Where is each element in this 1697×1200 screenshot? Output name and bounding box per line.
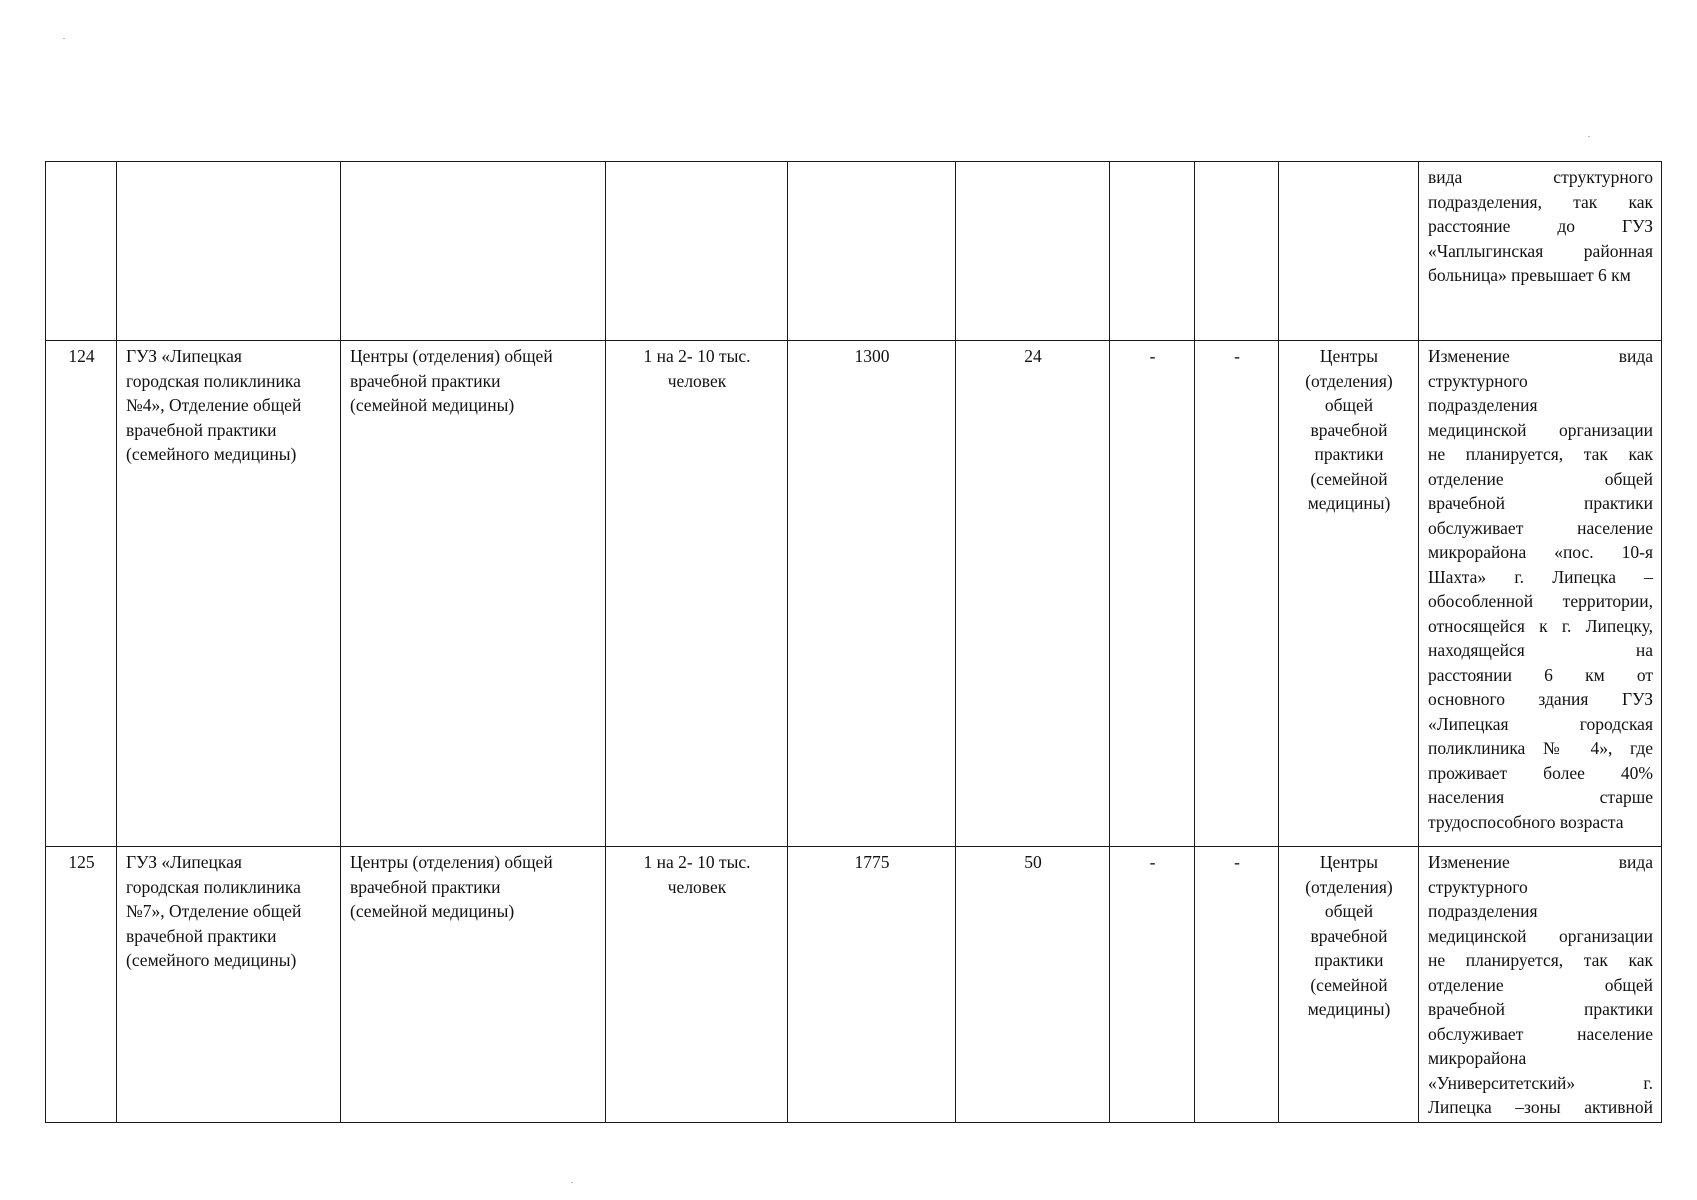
cell-col7: - — [1110, 847, 1195, 1123]
cell-organization — [117, 162, 341, 341]
note-line: не планируется, так как — [1428, 950, 1653, 970]
planned-type-line: медицины) — [1307, 999, 1391, 1019]
note-line: вида структурного — [1428, 167, 1653, 187]
note-line: трудоспособного возраста — [1428, 811, 1624, 832]
note-line: структурного — [1428, 370, 1528, 391]
table-row-125 — [46, 847, 1662, 1123]
organization-line: №4», Отделение общей — [126, 395, 302, 415]
organization-line: (семейного медицины) — [126, 444, 297, 464]
note-line: больница» превышает 6 км — [1428, 265, 1631, 285]
note-line: подразделения — [1428, 901, 1538, 921]
note-line: Липецка –зоны активной — [1428, 1097, 1653, 1117]
note-line: структурного — [1428, 876, 1528, 897]
cell-distance: 24 — [956, 341, 1110, 847]
cell-planned-type — [1279, 341, 1419, 847]
organization-line: городская поликлиника — [126, 370, 301, 391]
note-line: находящейся на — [1428, 640, 1653, 660]
cell-distance: 50 — [956, 847, 1110, 1123]
note-line: относящейся к г. Липецку, — [1428, 615, 1653, 636]
cell-number: 124 — [46, 341, 117, 847]
unit-type-line: врачебной практики — [350, 370, 501, 391]
cell-population: 1300 — [788, 341, 956, 847]
organization-line: ГУЗ «Липецкая — [126, 346, 242, 366]
cell-planned-type — [1279, 162, 1419, 341]
cell-col8: - — [1195, 847, 1279, 1123]
unit-type-line: Центры (отделения) общей — [350, 852, 553, 872]
note-line: микрорайона «пос. 10-я — [1428, 542, 1653, 562]
cell-norm — [606, 847, 788, 1123]
organization-line: городская поликлиника — [126, 876, 301, 897]
planned-type-line: общей — [1324, 901, 1374, 921]
planned-type-line: практики — [1314, 950, 1384, 970]
organization-line: ГУЗ «Липецкая — [126, 852, 242, 872]
organization-line: (семейного медицины) — [126, 950, 297, 970]
note-line: врачебной практики — [1428, 999, 1653, 1019]
cell-number: 125 — [46, 847, 117, 1123]
note-line: «Чаплыгинская районная — [1428, 240, 1653, 261]
planned-type-line: врачебной — [1310, 925, 1388, 946]
note-line: основного здания ГУЗ — [1428, 689, 1653, 709]
cell-col7: - — [1110, 341, 1195, 847]
note-line: подразделения, так как — [1428, 191, 1653, 212]
note-line: медицинской организации — [1428, 925, 1653, 946]
cell-population — [788, 162, 956, 341]
note-line: поликлиника № 4», где — [1428, 738, 1653, 758]
cell-organization — [117, 847, 341, 1123]
note-line: медицинской организации — [1428, 419, 1653, 440]
scan-speck — [571, 1182, 573, 1183]
scan-speck — [63, 38, 65, 39]
planned-type-line: врачебной — [1310, 419, 1388, 440]
note-line: обслуживает население — [1428, 1023, 1653, 1044]
norm-line: человек — [667, 370, 727, 391]
note-line: «Липецкая городская — [1428, 713, 1653, 734]
planned-type-line: (семейной — [1310, 974, 1388, 995]
cell-col7 — [1110, 162, 1195, 341]
note-line: «Университетский» г. — [1428, 1072, 1653, 1093]
note-line: населения старше — [1428, 787, 1653, 807]
scan-speck — [1588, 136, 1590, 137]
unit-type-line: (семейной медицины) — [350, 901, 515, 921]
note-line: микрорайона — [1428, 1048, 1527, 1068]
cell-unit-type — [341, 847, 606, 1123]
cell-organization — [117, 341, 341, 847]
cell-note — [1419, 162, 1662, 341]
planned-type-line: медицины) — [1307, 493, 1391, 513]
note-line: врачебной практики — [1428, 493, 1653, 513]
organization-line: врачебной практики — [126, 419, 277, 440]
cell-unit-type — [341, 162, 606, 341]
note-line: Изменение вида — [1428, 346, 1653, 366]
note-line: отделение общей — [1428, 974, 1653, 995]
note-line: Изменение вида — [1428, 852, 1653, 872]
planned-type-line: Центры — [1319, 346, 1379, 366]
planned-type-line: общей — [1324, 395, 1374, 415]
cell-note — [1419, 847, 1662, 1123]
note-line: проживает более 40% — [1428, 762, 1653, 783]
note-line: обособленной территории, — [1428, 591, 1653, 611]
cell-distance — [956, 162, 1110, 341]
unit-type-line: (семейной медицины) — [350, 395, 515, 415]
planned-type-line: (отделения) — [1305, 876, 1393, 897]
norm-line: 1 на 2- 10 тыс. — [643, 852, 751, 872]
table-row-124 — [46, 341, 1662, 847]
cell-norm — [606, 341, 788, 847]
cell-unit-type — [341, 341, 606, 847]
note-line: отделение общей — [1428, 468, 1653, 489]
table-row-continuation — [46, 162, 1662, 341]
cell-population: 1775 — [788, 847, 956, 1123]
cell-col8: - — [1195, 341, 1279, 847]
unit-type-line: врачебной практики — [350, 876, 501, 897]
note-line: не планируется, так как — [1428, 444, 1653, 464]
planned-type-line: практики — [1314, 444, 1384, 464]
cell-note — [1419, 341, 1662, 847]
unit-type-line: Центры (отделения) общей — [350, 346, 553, 366]
note-line: подразделения — [1428, 395, 1538, 415]
note-line: расстояние до ГУЗ — [1428, 216, 1653, 236]
note-line: обслуживает население — [1428, 517, 1653, 538]
cell-norm — [606, 162, 788, 341]
cell-planned-type — [1279, 847, 1419, 1123]
norm-line: человек — [667, 876, 727, 897]
planned-type-line: (отделения) — [1305, 370, 1393, 391]
planned-type-line: Центры — [1319, 852, 1379, 872]
note-line: расстоянии 6 км от — [1428, 664, 1653, 685]
data-table — [45, 161, 1662, 1123]
cell-number — [46, 162, 117, 341]
cell-col8 — [1195, 162, 1279, 341]
organization-line: врачебной практики — [126, 925, 277, 946]
note-line: Шахта» г. Липецка – — [1428, 566, 1653, 587]
norm-line: 1 на 2- 10 тыс. — [643, 346, 751, 366]
planned-type-line: (семейной — [1310, 468, 1388, 489]
organization-line: №7», Отделение общей — [126, 901, 302, 921]
